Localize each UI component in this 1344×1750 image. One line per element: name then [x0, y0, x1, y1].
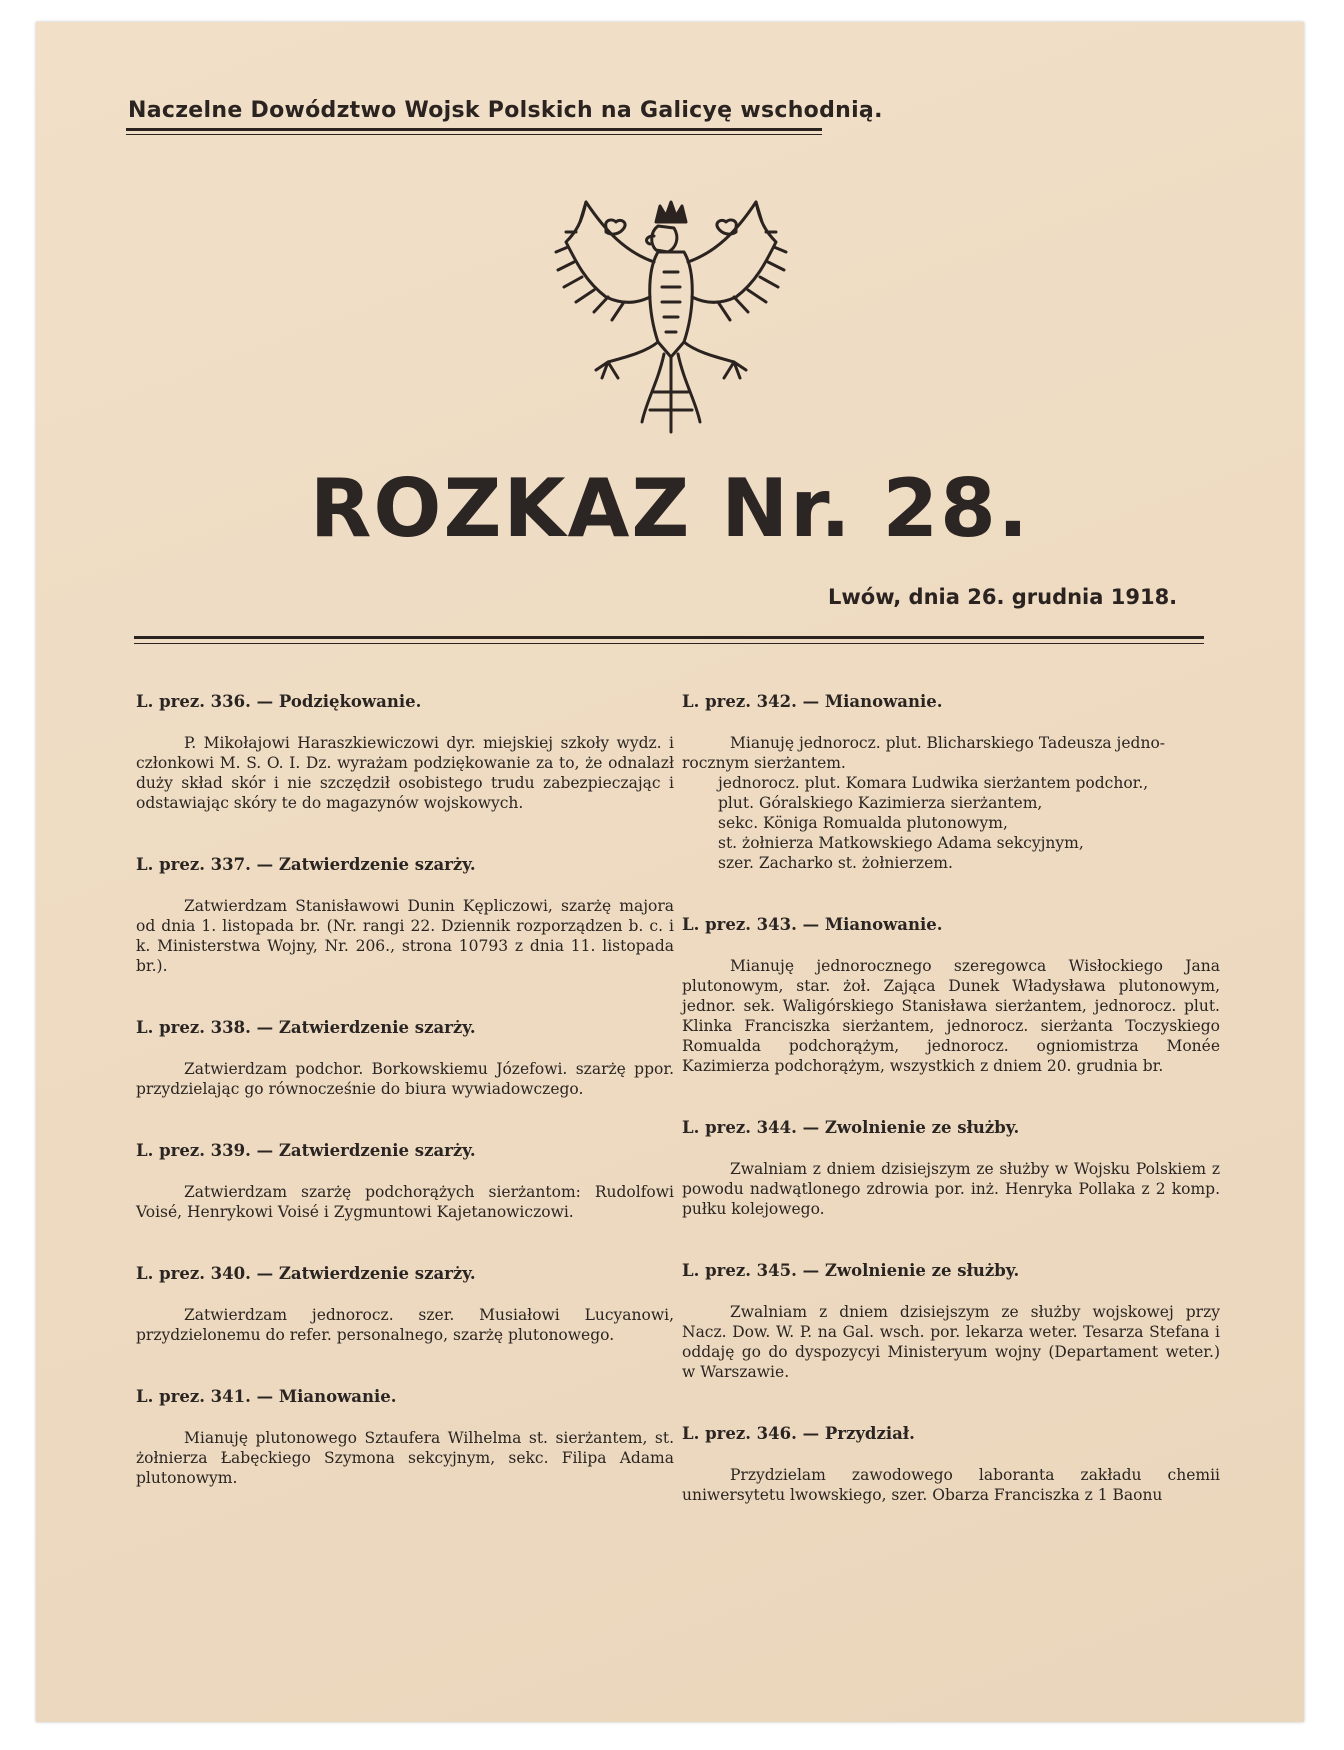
section-heading: L. prez. 346. — Przydział. — [682, 1424, 915, 1443]
document-sheet — [36, 22, 1304, 1722]
section-heading: L. prez. 336. — Podziękowanie. — [136, 692, 422, 711]
order-section-343 — [682, 915, 1220, 1076]
section-line: szer. Zacharko st. żołnierzem. — [718, 854, 953, 872]
right-column — [682, 692, 1220, 1547]
order-section-339 — [136, 1141, 674, 1222]
order-section-340 — [136, 1264, 674, 1345]
section-heading: L. prez. 343. — Mianowanie. — [682, 915, 943, 934]
section-body: Zatwierdzam szarżę podchorążych sierżantom: Rudolfowi Voisé, Henrykowi Voisé i Zygmuntowi Kajetanowiczowi. — [136, 1183, 674, 1221]
order-date: Lwów, dnia 26. grudnia 1918. — [828, 585, 1178, 609]
section-line: jednorocz. plut. Komara Ludwika sierżantem podchor., — [718, 774, 1149, 792]
header-double-rule — [126, 128, 822, 135]
issuing-authority-header: Naczelne Dowództwo Wojsk Polskich na Galicyę wschodnią. — [128, 98, 883, 123]
section-line: rocznym sierżantem. — [682, 754, 846, 772]
section-heading: L. prez. 342. — Mianowanie. — [682, 692, 943, 711]
section-heading: L. prez. 339. — Zatwierdzenie szarży. — [136, 1141, 476, 1160]
order-section-346 — [682, 1424, 1220, 1505]
order-section-337 — [136, 855, 674, 976]
section-heading: L. prez. 340. — Zatwierdzenie szarży. — [136, 1264, 476, 1283]
section-body: Mianuję plutonowego Sztaufera Wilhelma st. sierżantem, st. żołnierza Łabęckiego Szymona sekcyjnym, sekc. Filipa Adama plutonowym. — [136, 1429, 674, 1487]
section-body: Zatwierdzam jednorocz. szer. Musiałowi Lucyanowi, przydzielonemu do refer. personalnego, szarżę plutonowego. — [136, 1306, 674, 1344]
section-body: Zwalniam z dniem dzisiejszym ze służby wojskowej przy Nacz. Dow. W. P. na Gal. wsch. por. lekarza weter. Tesarza Stefana i oddaję go do dyspozycyi Ministeryum wojny (Departament weter.) w Warszawie. — [682, 1303, 1220, 1381]
section-heading: L. prez. 338. — Zatwierdzenie szarży. — [136, 1018, 476, 1037]
section-line: st. żołnierza Matkowskiego Adama sekcyjnym, — [718, 834, 1084, 852]
section-line: plut. Góralskiego Kazimierza sierżantem, — [718, 794, 1043, 812]
polish-eagle-emblem-icon — [546, 192, 796, 442]
section-heading: L. prez. 341. — Mianowanie. — [136, 1387, 397, 1406]
order-section-344 — [682, 1118, 1220, 1219]
section-body: P. Mikołajowi Haraszkiewiczowi dyr. miejskiej szkoły wydz. i członkowi M. S. O. I. Dz. wyrażam podziękowanie za to, że odnalazł duży skład skór i nie szczędził osobistego trudu zabezpieczając i odstawiając skóry te do magazynów wojskowych. — [136, 734, 674, 812]
section-heading: L. prez. 337. — Zatwierdzenie szarży. — [136, 855, 476, 874]
order-title: ROZKAZ Nr. 28. — [309, 462, 1031, 555]
section-heading: L. prez. 344. — Zwolnienie ze służby. — [682, 1118, 1020, 1137]
order-section-338 — [136, 1018, 674, 1099]
order-section-336 — [136, 692, 674, 813]
section-line: Mianuję jednorocz. plut. Blicharskiego Tadeusza jedno- — [730, 734, 1166, 752]
section-body: Zwalniam z dniem dzisiejszym ze służby w Wojsku Polskiem z powodu nadwątlonego zdrowia por. inż. Henryka Pollaka z 2 komp. pułku kolejowego. — [682, 1160, 1220, 1218]
left-column — [136, 692, 674, 1530]
order-section-345 — [682, 1261, 1220, 1382]
section-heading: L. prez. 345. — Zwolnienie ze służby. — [682, 1261, 1020, 1280]
order-section-341 — [136, 1387, 674, 1488]
main-double-rule — [134, 636, 1204, 644]
order-section-342 — [682, 692, 1220, 873]
section-body: Zatwierdzam Stanisławowi Dunin Kępliczowi, szarżę majora od dnia 1. listopada br. (Nr. rangi 22. Dziennik rozporządzen b. c. i k. Ministerstwa Wojny, Nr. 206., strona 10793 z dnia 11. listopada br.). — [136, 897, 674, 975]
section-body: Zatwierdzam podchor. Borkowskiemu Józefowi. szarżę ppor. przydzielając go równocześnie do biura wywiadowczego. — [136, 1060, 674, 1098]
section-line: sekc. Königa Romualda plutonowym, — [718, 814, 1008, 832]
section-body: Mianuję jednorocznego szeregowca Wisłockiego Jana plutonowym, star. żoł. Zająca Dunek Władysława plutonowym, jednor. sek. Waligórskiego Stanisława sierżantem, jednorocz. plut. Klinka Franciszka sierżantem, jednorocz. sierżanta Toczyskiego Romualda podchorążym, jednorocz. ogniomistrza Monée Kazimierza podchorążym, wszystkich z dniem 20. grudnia br. — [682, 957, 1220, 1075]
section-body: Przydzielam zawodowego laboranta zakładu chemii uniwersytetu lwowskiego, szer. Obarza Franciszka z 1 Baonu — [682, 1466, 1220, 1504]
